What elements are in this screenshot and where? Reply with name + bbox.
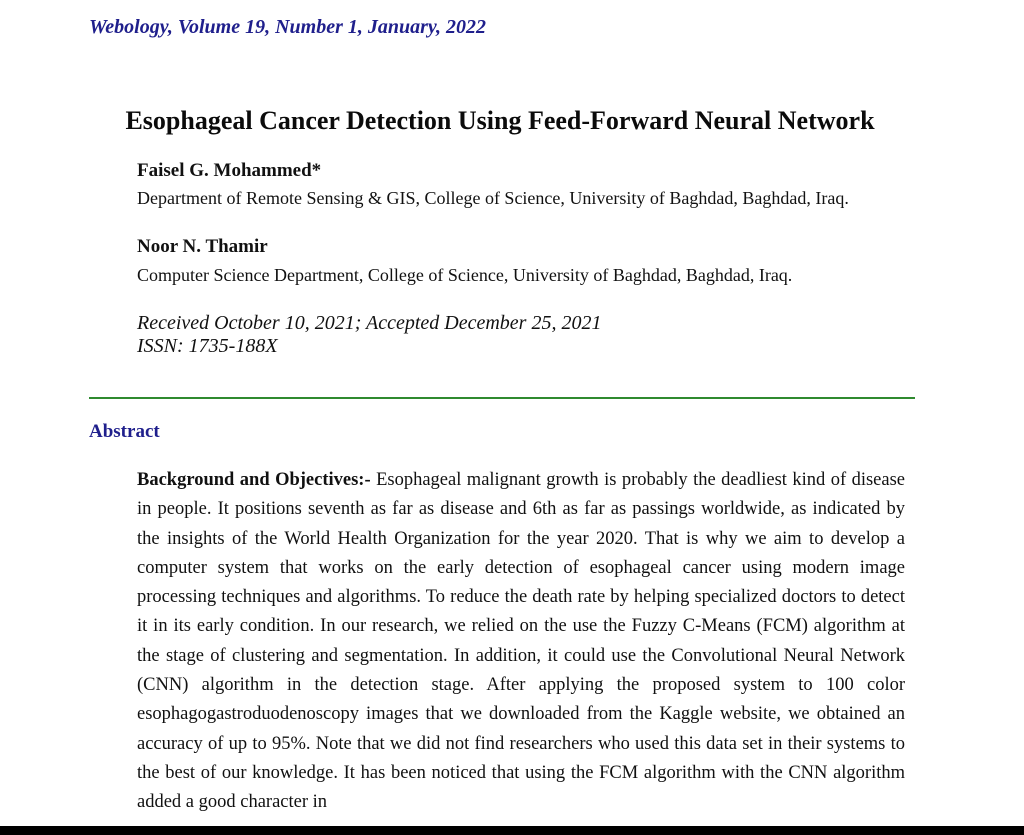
page-bottom-edge: [0, 826, 1024, 835]
section-divider: [89, 397, 915, 399]
abstract-body: [137, 466, 905, 818]
author-name-2: Noor N. Thamir: [137, 236, 268, 257]
paper-title: Esophageal Cancer Detection Using Feed-Forward Neural Network: [125, 106, 875, 135]
issn: ISSN: 1735-188X: [137, 335, 278, 357]
abstract-text: Esophageal malignant growth is probably the deadliest kind of disease in people. It positions seventh as far as disease and 6th as far as passings worldwide, as indicated by the insights of the World Health Organization for the year 2020. That is why we aim to develop a computer system that works on the early detection of esophageal cancer using modern image processing techniques and algorithms. To reduce the death rate by helping specialized doctors to detect it in its early condition. In our research, we relied on the use the Fuzzy C-Means (FCM) algorithm at the stage of clustering and segmentation. In addition, it could use the Convolutional Neural Network (CNN) algorithm in the detection stage. After applying the proposed system to 100 color esophagogastroduodenoscopy images that we downloaded from the Kaggle website, we obtained an accuracy of up to 95%. Note that we did not find researchers who used this data set in their systems to the best of our knowledge. It has been noticed that using the FCM algorithm with the CNN algorithm added a good character in: [137, 470, 905, 813]
abstract-lead: Background and Objectives:-: [137, 470, 371, 490]
author-affiliation-2: Computer Science Department, College of Science, University of Baghdad, Baghdad, Iraq.: [137, 265, 793, 285]
author-name-1: Faisel G. Mohammed*: [137, 160, 322, 181]
journal-header: Webology, Volume 19, Number 1, January, 2022: [89, 16, 487, 38]
received-accepted-dates: Received October 10, 2021; Accepted December 25, 2021: [137, 312, 602, 334]
publication-info: [137, 312, 601, 358]
author-affiliation-1: Department of Remote Sensing & GIS, College of Science, University of Baghdad, Baghdad, Iraq.: [137, 188, 849, 208]
abstract-heading: Abstract: [89, 421, 160, 442]
